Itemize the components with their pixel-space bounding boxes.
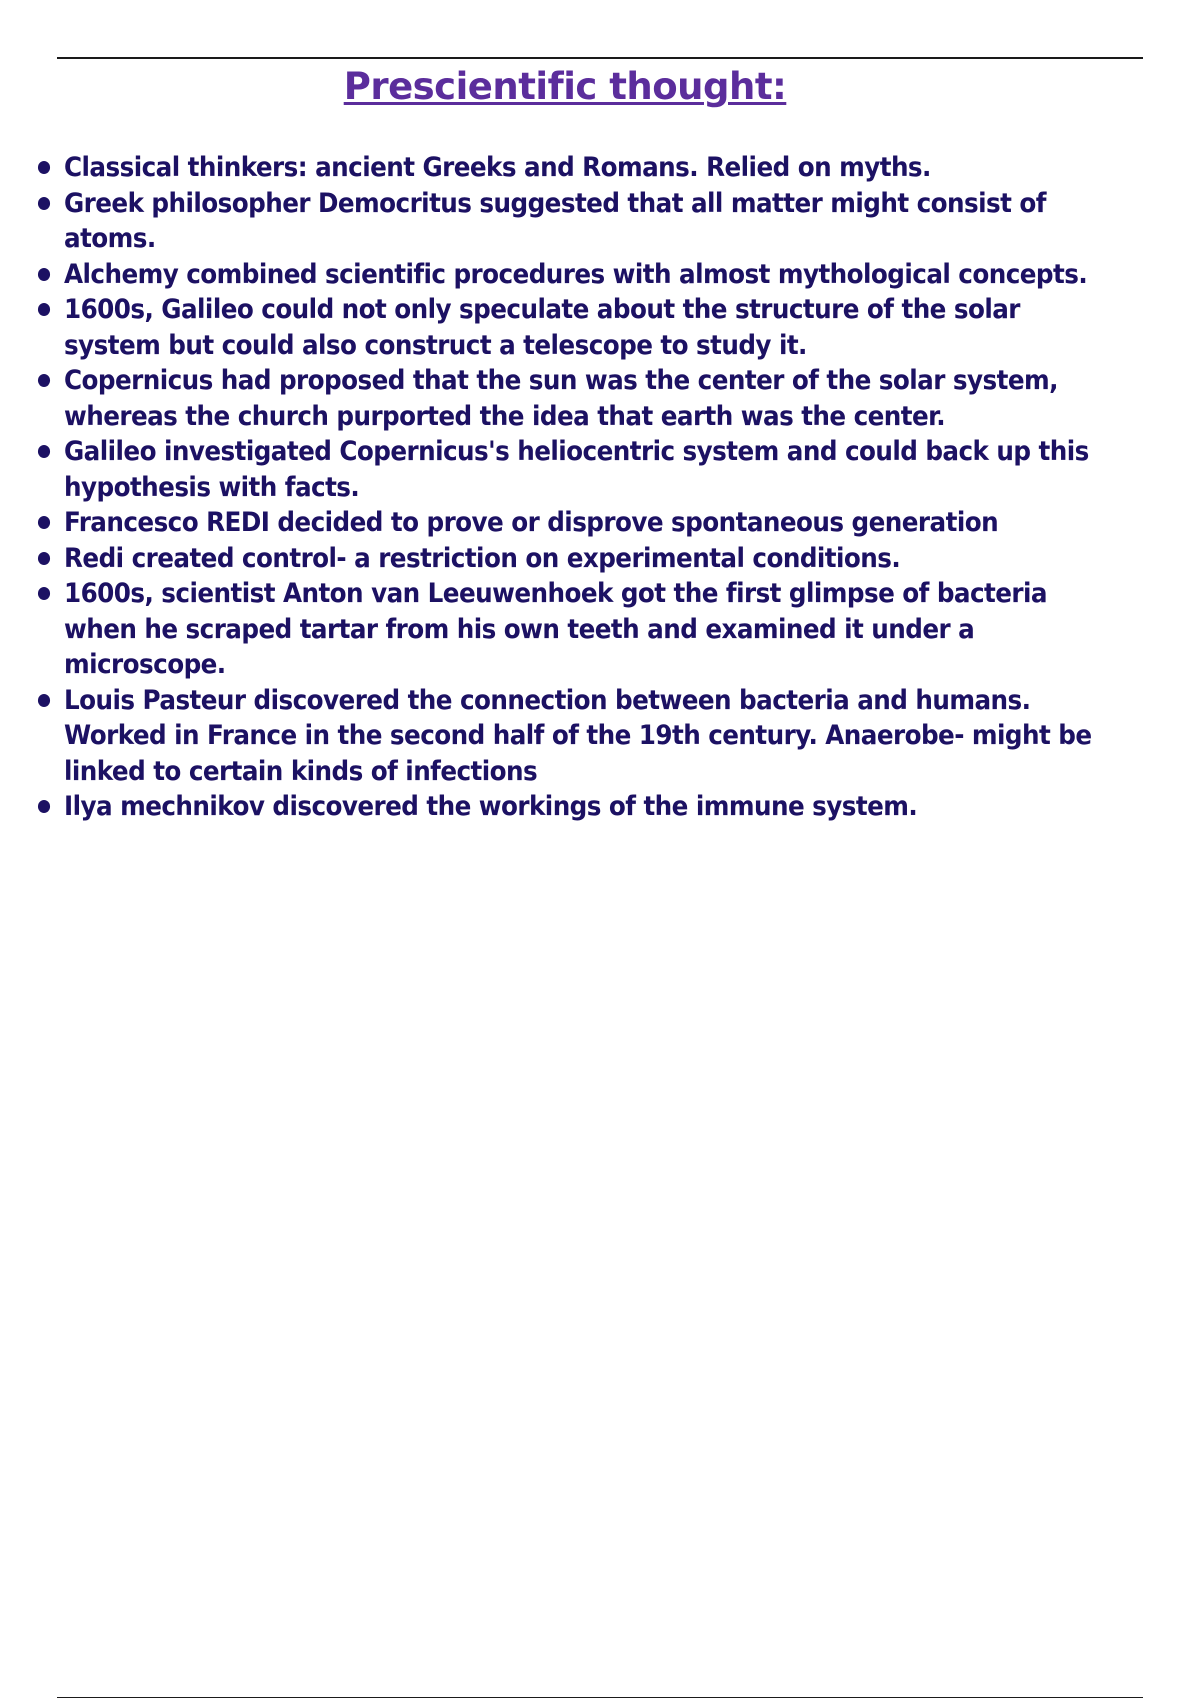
list-item — [4, 363, 1120, 434]
list-item-text: Ilya mechnikov discovered the workings of the immune system. — [64, 791, 918, 822]
top-rule — [57, 57, 1143, 59]
bullet-icon — [38, 303, 50, 316]
bullet-icon — [38, 516, 50, 529]
bullet-icon — [38, 694, 50, 707]
bullet-icon — [38, 552, 50, 565]
bullet-icon — [38, 587, 50, 600]
bullet-icon — [38, 374, 50, 387]
list-item-text: Greek philosopher Democritus suggested that all matter might consist of atoms. — [64, 187, 1046, 254]
bullet-icon — [38, 800, 50, 813]
bullet-icon — [38, 445, 50, 458]
list-item — [4, 150, 1120, 186]
list-item — [4, 186, 1120, 257]
list-item — [4, 789, 1120, 825]
page-title — [0, 63, 1130, 111]
list-item — [4, 292, 1120, 363]
list-item — [4, 505, 1120, 541]
list-item — [4, 541, 1120, 577]
page-title-text: Prescientific thought: — [340, 65, 791, 108]
list-item-text: Classical thinkers: ancient Greeks and Romans. Relied on myths. — [64, 152, 931, 183]
list-item — [4, 434, 1120, 505]
list-item-text: 1600s, Galileo could not only speculate about the structure of the solar system but could also construct a telescope to study it. — [64, 294, 1020, 361]
list-item-text: Copernicus had proposed that the sun was the center of the solar system, whereas the church purported the idea that earth was the center. — [64, 365, 1058, 432]
list-item-text: 1600s, scientist Anton van Leeuwenhoek got the first glimpse of bacteria when he scraped tartar from his own teeth and examined it under a microscope. — [64, 578, 1047, 680]
list-item — [4, 576, 1120, 683]
list-item-text: Galileo investigated Copernicus's heliocentric system and could back up this hypothesis with facts. — [64, 436, 1089, 503]
bullet-icon — [38, 197, 50, 210]
bottom-rule — [57, 1697, 1143, 1698]
list-item-text: Louis Pasteur discovered the connection between bacteria and humans. Worked in France in the second half of the 19th century. Anaerobe- might be linked to certain kinds of infections — [64, 684, 1092, 787]
notes-list — [0, 150, 1200, 825]
list-item-text: Redi created control- a restriction on experimental conditions. — [64, 542, 901, 574]
list-item-text: Alchemy combined scientific procedures with almost mythological concepts. — [64, 258, 1088, 290]
list-item-text: Francesco REDI decided to prove or disprove spontaneous generation — [64, 507, 999, 538]
list-item — [4, 257, 1120, 293]
bullet-icon — [38, 161, 50, 174]
bullet-icon — [38, 268, 50, 281]
list-item — [4, 683, 1120, 790]
